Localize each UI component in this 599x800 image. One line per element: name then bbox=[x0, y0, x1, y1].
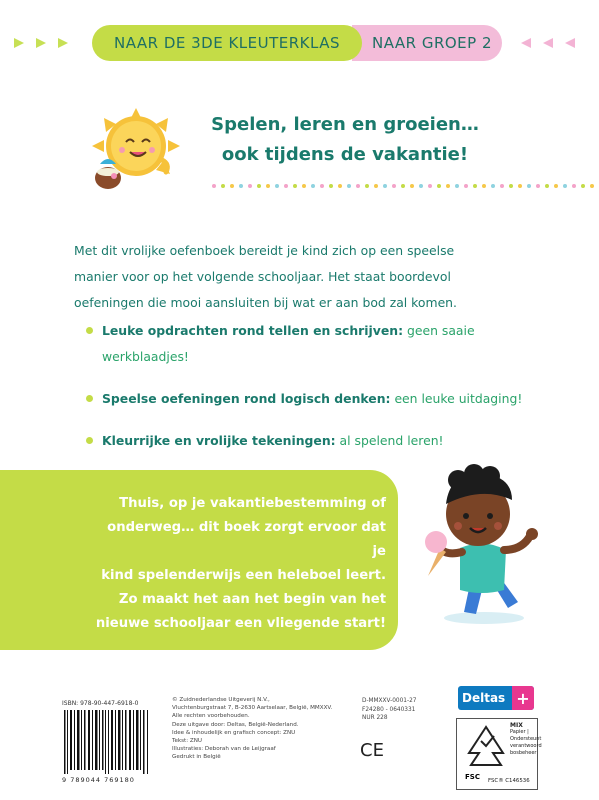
decorative-dot bbox=[347, 184, 351, 188]
feature-item bbox=[86, 318, 556, 370]
legal-line: Alle rechten voorbehouden. bbox=[172, 713, 250, 720]
fsc-tree-icon bbox=[461, 723, 511, 775]
decorative-dot bbox=[311, 184, 315, 188]
decorative-dot bbox=[401, 184, 405, 188]
grade-label-nl bbox=[352, 25, 502, 61]
decorative-dot bbox=[482, 184, 486, 188]
grade-label-be-text: NAAR DE 3DE KLEUTERKLAS bbox=[113, 34, 341, 52]
sun-illustration bbox=[86, 104, 186, 196]
decorative-dot bbox=[419, 184, 423, 188]
arrow-left-icon bbox=[521, 38, 531, 48]
decorative-dot bbox=[464, 184, 468, 188]
intro-paragraph bbox=[74, 238, 544, 316]
highlight-line-4: Zo maakt het aan het begin van het bbox=[118, 592, 386, 607]
decorative-dot bbox=[374, 184, 378, 188]
fsc-mix: MIX bbox=[510, 722, 523, 729]
decorative-dot bbox=[410, 184, 414, 188]
arrow-left-icon bbox=[565, 38, 575, 48]
bullet-dot-icon bbox=[86, 327, 93, 334]
arrow-right-icon bbox=[14, 38, 24, 48]
decorative-dot bbox=[320, 184, 324, 188]
feature-title: Kleurrijke en vrolijke tekeningen: bbox=[102, 433, 336, 448]
decorative-dot bbox=[275, 184, 279, 188]
fsc-logo-text: FSC bbox=[465, 773, 480, 781]
intro-line-1: Met dit vrolijke oefenboek bereidt je kind zich op een speelse bbox=[74, 243, 455, 258]
product-code: NUR 228 bbox=[362, 715, 388, 722]
decorative-dot bbox=[491, 184, 495, 188]
decorative-dot bbox=[518, 184, 522, 188]
arrow-right-icon bbox=[36, 38, 46, 48]
feature-rest: al spelend leren! bbox=[335, 433, 444, 448]
decorative-dot bbox=[248, 184, 252, 188]
decorative-dot bbox=[239, 184, 243, 188]
decorative-dot bbox=[302, 184, 306, 188]
deltas-logo bbox=[458, 686, 534, 710]
feature-item bbox=[86, 428, 556, 454]
ce-mark-icon: CE bbox=[360, 740, 384, 761]
product-codes bbox=[362, 697, 416, 723]
legal-line: © Zuidnederlandse Uitgeverij N.V., bbox=[172, 697, 270, 703]
decorative-dot bbox=[572, 184, 576, 188]
product-code: D-MMXXV-0001-27 bbox=[362, 698, 417, 704]
decorative-dot bbox=[536, 184, 540, 188]
decorative-dot bbox=[284, 184, 288, 188]
intro-line-2: manier voor op het volgende schooljaar. Het staat boordevol bbox=[74, 269, 451, 284]
decorative-dots bbox=[212, 184, 594, 188]
decorative-dot bbox=[554, 184, 558, 188]
grade-label-nl-text: NAAR GROEP 2 bbox=[371, 34, 493, 52]
legal-line: Idee & inhoudelijk en grafisch concept: ZNU bbox=[172, 729, 296, 736]
product-code: F24280 - 0640331 bbox=[362, 706, 416, 713]
highlight-line-2: onderweg… dit boek zorgt ervoor dat je bbox=[107, 520, 386, 559]
legal-line: Deze uitgave door: Deltas, België-Nederland. bbox=[172, 721, 299, 728]
decorative-dot bbox=[428, 184, 432, 188]
feature-rest: geen saaie werkblaadjes! bbox=[102, 323, 475, 364]
decorative-dot bbox=[266, 184, 270, 188]
grade-label-be bbox=[92, 25, 362, 61]
decorative-dot bbox=[545, 184, 549, 188]
bullet-dot-icon bbox=[86, 437, 93, 444]
headline bbox=[200, 110, 490, 170]
legal-line: Vluchtenburgstraat 7, B-2630 Aartselaar, België, MMXXV. bbox=[172, 705, 333, 712]
decorative-dot bbox=[230, 184, 234, 188]
feature-rest: een leuke uitdaging! bbox=[390, 391, 523, 406]
legal-line: Gedrukt in België bbox=[172, 754, 221, 761]
decorative-dot bbox=[365, 184, 369, 188]
highlight-text bbox=[90, 492, 386, 636]
decorative-dot bbox=[338, 184, 342, 188]
arrow-right-icon bbox=[58, 38, 68, 48]
feature-title: Leuke opdrachten rond tellen en schrijven: bbox=[102, 323, 404, 338]
fsc-code: FSC® C146536 bbox=[488, 778, 530, 784]
highlight-line-5: nieuwe schooljaar een vliegende start! bbox=[95, 616, 386, 631]
headline-line-1: Spelen, leren en groeien… bbox=[211, 114, 479, 135]
feature-list bbox=[86, 318, 556, 470]
decorative-dot bbox=[329, 184, 333, 188]
highlight-line-1: Thuis, op je vakantiebestemming of bbox=[119, 496, 386, 511]
feature-item bbox=[86, 386, 556, 412]
decorative-dot bbox=[446, 184, 450, 188]
deltas-logo-text: Deltas bbox=[462, 691, 506, 705]
bullet-dot-icon bbox=[86, 395, 93, 402]
decorative-dot bbox=[455, 184, 459, 188]
decorative-dot bbox=[473, 184, 477, 188]
plus-icon: + bbox=[512, 686, 534, 710]
feature-title: Speelse oefeningen rond logisch denken: bbox=[102, 391, 391, 406]
highlight-line-3: kind spelenderwijs een heleboel leert. bbox=[101, 568, 386, 583]
headline-line-2: ook tijdens de vakantie! bbox=[221, 144, 469, 165]
barcode-icon bbox=[62, 710, 152, 774]
child-illustration bbox=[418, 452, 548, 627]
legal-line: Illustraties: Deborah van de Leijgraaf bbox=[172, 746, 276, 753]
fsc-text: Papier | Ondersteunt verantwoord bosbeheer bbox=[510, 729, 542, 756]
decorative-dot bbox=[590, 184, 594, 188]
decorative-dot bbox=[500, 184, 504, 188]
decorative-dot bbox=[527, 184, 531, 188]
decorative-dot bbox=[509, 184, 513, 188]
legal-notice bbox=[172, 696, 342, 762]
barcode-number: 9 789044 769180 bbox=[62, 776, 135, 784]
legal-line: Tekst: ZNU bbox=[172, 738, 203, 745]
fsc-description bbox=[510, 722, 542, 757]
decorative-dot bbox=[293, 184, 297, 188]
decorative-dot bbox=[383, 184, 387, 188]
arrow-left-icon bbox=[543, 38, 553, 48]
decorative-dot bbox=[563, 184, 567, 188]
decorative-dot bbox=[437, 184, 441, 188]
decorative-dot bbox=[392, 184, 396, 188]
intro-line-3: oefeningen die mooi aansluiten bij wat er aan bod zal komen. bbox=[74, 295, 457, 310]
decorative-dot bbox=[581, 184, 585, 188]
isbn-text: ISBN: 978-90-447-6918-0 bbox=[62, 700, 139, 707]
decorative-dot bbox=[221, 184, 225, 188]
decorative-dot bbox=[212, 184, 216, 188]
decorative-dot bbox=[356, 184, 360, 188]
decorative-dot bbox=[257, 184, 261, 188]
